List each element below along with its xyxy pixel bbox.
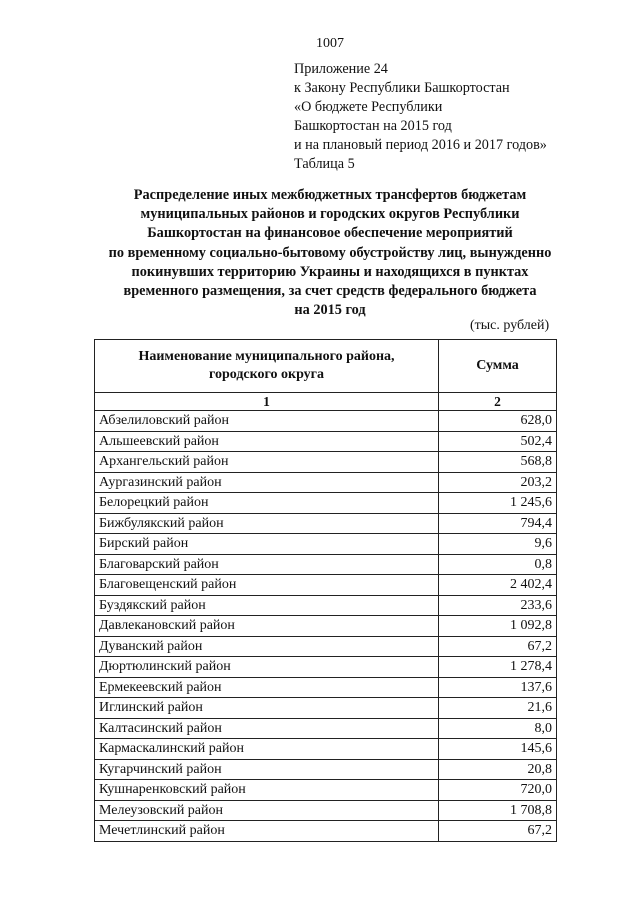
district-amount: 2 402,4 xyxy=(439,575,557,596)
table-row xyxy=(95,759,557,780)
table-header-row xyxy=(95,340,557,393)
district-amount: 568,8 xyxy=(439,452,557,473)
district-amount: 233,6 xyxy=(439,595,557,616)
district-amount: 794,4 xyxy=(439,513,557,534)
page-number: 1007 xyxy=(316,36,344,51)
title-line: на 2015 год xyxy=(294,302,366,319)
title-line: Башкортостан на финансовое обеспечение мероприятий xyxy=(147,225,513,242)
table-row xyxy=(95,534,557,555)
appendix-line: Приложение 24 xyxy=(294,61,388,77)
district-name: Белорецкий район xyxy=(95,493,439,514)
title-line: Распределение иных межбюджетных трансфертов бюджетам xyxy=(133,187,527,203)
district-amount: 628,0 xyxy=(439,411,557,432)
table-row xyxy=(95,554,557,575)
district-amount: 1 092,8 xyxy=(439,616,557,637)
table-row xyxy=(95,452,557,473)
district-amount: 67,2 xyxy=(439,821,557,842)
district-name: Иглинский район xyxy=(95,698,439,719)
column-number-2: 2 xyxy=(439,393,557,411)
document-title xyxy=(90,186,570,320)
transfers-table xyxy=(94,339,557,842)
appendix-line: Башкортостан на 2015 год xyxy=(294,118,452,134)
table-row xyxy=(95,657,557,678)
table-row xyxy=(95,800,557,821)
appendix-line: к Закону Республики Башкортостан xyxy=(294,80,510,96)
title-line: временного размещения, за счет средств федерального бюджета xyxy=(123,283,537,300)
column-header-name xyxy=(95,340,439,393)
district-name: Архангельский район xyxy=(95,452,439,473)
column-number-1: 1 xyxy=(95,393,439,411)
district-name: Кармаскалинский район xyxy=(95,739,439,760)
district-name: Благоварский район xyxy=(95,554,439,575)
district-name: Альшеевский район xyxy=(95,431,439,452)
table-row xyxy=(95,575,557,596)
district-name: Мелеузовский район xyxy=(95,800,439,821)
district-name: Кушнаренковский район xyxy=(95,780,439,801)
table-row xyxy=(95,431,557,452)
header-line: Наименование муниципального района, xyxy=(138,349,395,364)
district-amount: 502,4 xyxy=(439,431,557,452)
district-amount: 67,2 xyxy=(439,636,557,657)
district-name: Бижбулякский район xyxy=(95,513,439,534)
header-line: городского округа xyxy=(208,367,325,382)
district-amount: 8,0 xyxy=(439,718,557,739)
unit-label: (тыс. рублей) xyxy=(470,318,550,333)
district-amount: 145,6 xyxy=(439,739,557,760)
table-row xyxy=(95,616,557,637)
district-amount: 137,6 xyxy=(439,677,557,698)
district-name: Кугарчинский район xyxy=(95,759,439,780)
table-body xyxy=(95,411,557,842)
appendix-line: «О бюджете Республики xyxy=(294,99,443,115)
table-row xyxy=(95,677,557,698)
appendix-line: и на плановый период 2016 и 2017 годов» xyxy=(294,137,547,153)
district-name: Буздякский район xyxy=(95,595,439,616)
table-row xyxy=(95,595,557,616)
district-name: Бирский район xyxy=(95,534,439,555)
district-amount: 1 245,6 xyxy=(439,493,557,514)
district-name: Дюртюлинский район xyxy=(95,657,439,678)
table-column-numbers-row xyxy=(95,393,557,411)
title-line: муниципальных районов и городских округов Республики xyxy=(140,206,520,223)
table-row xyxy=(95,698,557,719)
district-amount: 20,8 xyxy=(439,759,557,780)
table-row xyxy=(95,472,557,493)
appendix-header xyxy=(294,60,547,174)
district-name: Дуванский район xyxy=(95,636,439,657)
title-line: покинувших территорию Украины и находящихся в пунктах xyxy=(131,263,529,280)
district-name: Давлекановский район xyxy=(95,616,439,637)
table-row xyxy=(95,821,557,842)
table-row xyxy=(95,493,557,514)
table-row xyxy=(95,739,557,760)
appendix-line: Таблица 5 xyxy=(294,156,355,172)
district-name: Аургазинский район xyxy=(95,472,439,493)
table-row xyxy=(95,636,557,657)
district-amount: 1 278,4 xyxy=(439,657,557,678)
table-row xyxy=(95,780,557,801)
district-amount: 203,2 xyxy=(439,472,557,493)
district-name: Мечетлинский район xyxy=(95,821,439,842)
column-header-amount: Сумма xyxy=(439,340,557,393)
district-amount: 0,8 xyxy=(439,554,557,575)
table-row xyxy=(95,513,557,534)
table-row xyxy=(95,718,557,739)
district-amount: 21,6 xyxy=(439,698,557,719)
district-amount: 720,0 xyxy=(439,780,557,801)
district-amount: 9,6 xyxy=(439,534,557,555)
district-name: Благовещенский район xyxy=(95,575,439,596)
district-name: Ермекеевский район xyxy=(95,677,439,698)
title-line: по временному социально-бытовому обустройству лиц, вынужденно xyxy=(108,244,552,261)
district-amount: 1 708,8 xyxy=(439,800,557,821)
table-row xyxy=(95,411,557,432)
district-name: Калтасинский район xyxy=(95,718,439,739)
district-name: Абзелиловский район xyxy=(95,411,439,432)
